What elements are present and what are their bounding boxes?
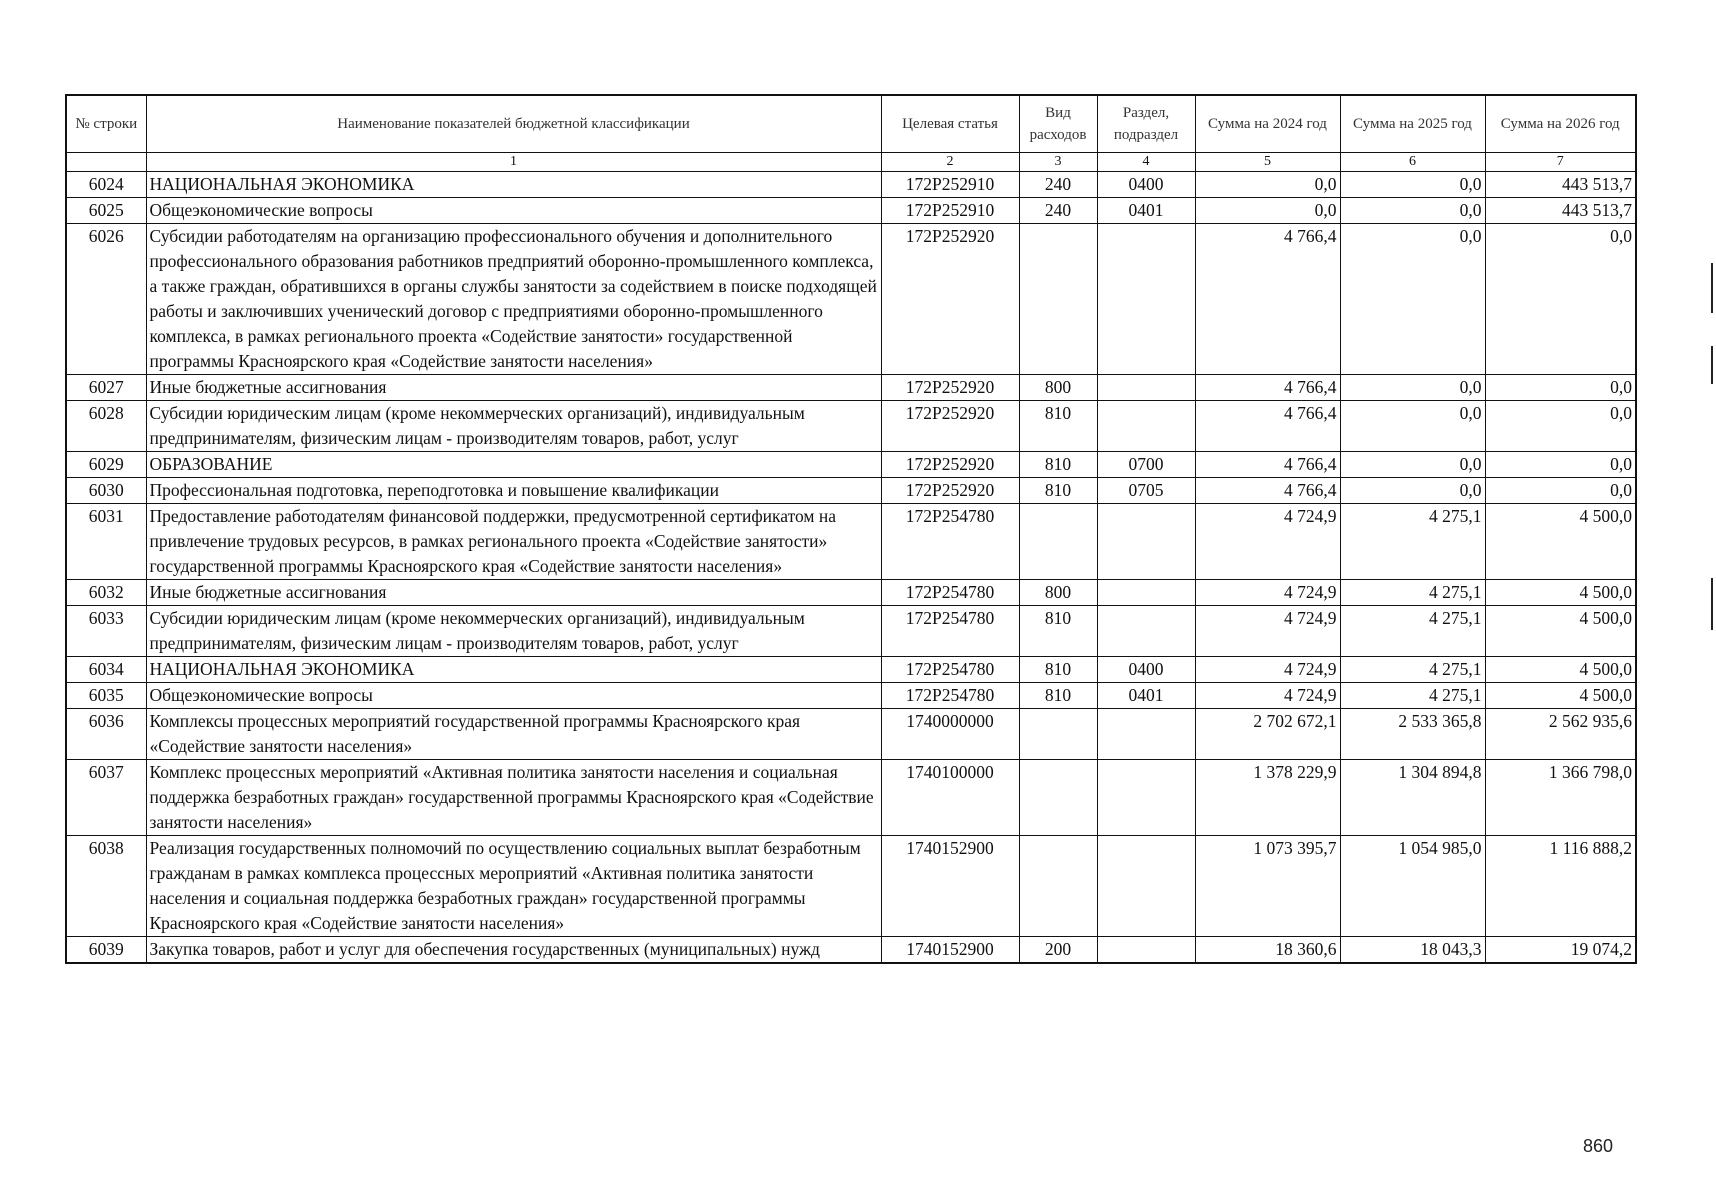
section-code-cell	[1097, 937, 1195, 964]
section-code-cell: 0700	[1097, 452, 1195, 478]
sum-2026-cell: 443 513,7	[1485, 198, 1636, 224]
target-code-cell: 172P252910	[881, 172, 1019, 198]
table-row	[66, 606, 1636, 657]
column-number	[66, 153, 146, 172]
row-number-cell: 6036	[66, 709, 146, 760]
sum-2026-cell: 0,0	[1485, 224, 1636, 375]
expense-kind-cell: 810	[1019, 401, 1097, 452]
budget-table	[65, 94, 1637, 964]
table-row	[66, 683, 1636, 709]
sum-2026-cell: 4 500,0	[1485, 606, 1636, 657]
expense-kind-cell: 810	[1019, 606, 1097, 657]
row-name-cell: Субсидии юридическим лицам (кроме некоммерческих организаций), индивидуальным предпринимателям, физическим лицам - производителям товаров, работ, услуг	[146, 606, 881, 657]
header-row-no: № строки	[66, 95, 146, 153]
sum-2026-cell: 0,0	[1485, 401, 1636, 452]
row-number-cell: 6032	[66, 580, 146, 606]
row-number-cell: 6030	[66, 478, 146, 504]
row-name-cell: Комплексы процессных мероприятий государственной программы Красноярского края «Содействие занятости населения»	[146, 709, 881, 760]
section-code-cell	[1097, 504, 1195, 580]
expense-kind-cell: 800	[1019, 580, 1097, 606]
table-row	[66, 375, 1636, 401]
target-code-cell: 172P252920	[881, 375, 1019, 401]
section-code-cell: 0401	[1097, 683, 1195, 709]
sum-2024-cell: 4 766,4	[1195, 401, 1340, 452]
sum-2025-cell: 18 043,3	[1340, 937, 1485, 964]
table-row	[66, 709, 1636, 760]
row-number-cell: 6025	[66, 198, 146, 224]
header-target: Целевая статья	[881, 95, 1019, 153]
sum-2025-cell: 2 533 365,8	[1340, 709, 1485, 760]
sum-2025-cell: 0,0	[1340, 401, 1485, 452]
section-code-cell: 0705	[1097, 478, 1195, 504]
section-code-cell: 0400	[1097, 657, 1195, 683]
target-code-cell: 172P252920	[881, 401, 1019, 452]
section-code-cell: 0401	[1097, 198, 1195, 224]
row-name-cell: Общеэкономические вопросы	[146, 198, 881, 224]
row-number-cell: 6037	[66, 760, 146, 836]
sum-2025-cell: 0,0	[1340, 224, 1485, 375]
table-body	[66, 153, 1636, 964]
section-code-cell	[1097, 580, 1195, 606]
row-name-cell: Общеэкономические вопросы	[146, 683, 881, 709]
target-code-cell: 172P252910	[881, 198, 1019, 224]
target-code-cell: 172P252920	[881, 224, 1019, 375]
section-code-cell	[1097, 709, 1195, 760]
target-code-cell: 172P252920	[881, 478, 1019, 504]
row-name-cell: Иные бюджетные ассигнования	[146, 375, 881, 401]
expense-kind-cell	[1019, 709, 1097, 760]
target-code-cell: 172P252920	[881, 452, 1019, 478]
row-number-cell: 6027	[66, 375, 146, 401]
header-kind: Вид расходов	[1019, 95, 1097, 153]
sum-2024-cell: 2 702 672,1	[1195, 709, 1340, 760]
sum-2024-cell: 4 724,9	[1195, 580, 1340, 606]
target-code-cell: 1740152900	[881, 836, 1019, 937]
sum-2025-cell: 4 275,1	[1340, 606, 1485, 657]
sum-2026-cell: 4 500,0	[1485, 683, 1636, 709]
column-number-row	[66, 153, 1636, 172]
sum-2026-cell: 0,0	[1485, 375, 1636, 401]
sum-2026-cell: 1 366 798,0	[1485, 760, 1636, 836]
sum-2024-cell: 4 724,9	[1195, 683, 1340, 709]
sum-2025-cell: 1 054 985,0	[1340, 836, 1485, 937]
sum-2025-cell: 0,0	[1340, 172, 1485, 198]
target-code-cell: 1740000000	[881, 709, 1019, 760]
column-number: 3	[1019, 153, 1097, 172]
column-number: 2	[881, 153, 1019, 172]
section-code-cell	[1097, 224, 1195, 375]
row-name-cell: Субсидии работодателям на организацию профессионального обучения и дополнительного профессионального образования работников предприятий оборонно-промышленного комплекса, а также граждан, обратившихся в органы службы занятости за содействием в поиске подходящей работы и заключивших ученический договор с предприятиями оборонно-промышленного комплекса, в рамках регионального проекта «Содействие занятости» государственной программы Красноярского края «Содействие занятости населения»	[146, 224, 881, 375]
table-row	[66, 452, 1636, 478]
table-row	[66, 224, 1636, 375]
section-code-cell	[1097, 606, 1195, 657]
row-name-cell: НАЦИОНАЛЬНАЯ ЭКОНОМИКА	[146, 657, 881, 683]
row-number-cell: 6039	[66, 937, 146, 964]
target-code-cell: 172P254780	[881, 580, 1019, 606]
sum-2024-cell: 4 724,9	[1195, 606, 1340, 657]
sum-2025-cell: 1 304 894,8	[1340, 760, 1485, 836]
row-name-cell: ОБРАЗОВАНИЕ	[146, 452, 881, 478]
sum-2024-cell: 4 724,9	[1195, 657, 1340, 683]
target-code-cell: 172P254780	[881, 504, 1019, 580]
expense-kind-cell	[1019, 504, 1097, 580]
column-number: 5	[1195, 153, 1340, 172]
row-name-cell: НАЦИОНАЛЬНАЯ ЭКОНОМИКА	[146, 172, 881, 198]
sum-2026-cell: 19 074,2	[1485, 937, 1636, 964]
sum-2025-cell: 0,0	[1340, 478, 1485, 504]
target-code-cell: 172P254780	[881, 606, 1019, 657]
expense-kind-cell: 810	[1019, 683, 1097, 709]
table-row	[66, 172, 1636, 198]
sum-2024-cell: 4 766,4	[1195, 375, 1340, 401]
margin-mark	[1711, 263, 1713, 313]
target-code-cell: 172P254780	[881, 657, 1019, 683]
column-number: 6	[1340, 153, 1485, 172]
sum-2025-cell: 4 275,1	[1340, 580, 1485, 606]
sum-2025-cell: 4 275,1	[1340, 683, 1485, 709]
sum-2024-cell: 1 073 395,7	[1195, 836, 1340, 937]
header-name: Наименование показателей бюджетной классификации	[146, 95, 881, 153]
page-number: 860	[1583, 1136, 1614, 1156]
sum-2025-cell: 0,0	[1340, 198, 1485, 224]
row-number-cell: 6028	[66, 401, 146, 452]
column-number: 7	[1485, 153, 1636, 172]
sum-2024-cell: 4 766,4	[1195, 478, 1340, 504]
sum-2026-cell: 0,0	[1485, 478, 1636, 504]
table-row	[66, 504, 1636, 580]
row-name-cell: Предоставление работодателям финансовой поддержки, предусмотренной сертификатом на привлечение трудовых ресурсов, в рамках регионального проекта «Содействие занятости» государственной программы Красноярского края «Содействие занятости населения»	[146, 504, 881, 580]
row-name-cell: Комплекс процессных мероприятий «Активная политика занятости населения и социальная поддержка безработных граждан» государственной программы Красноярского края «Содействие занятости населения»	[146, 760, 881, 836]
sum-2024-cell: 4 766,4	[1195, 224, 1340, 375]
row-number-cell: 6034	[66, 657, 146, 683]
sum-2025-cell: 4 275,1	[1340, 504, 1485, 580]
margin-mark	[1711, 578, 1713, 630]
target-code-cell: 172P254780	[881, 683, 1019, 709]
sum-2026-cell: 4 500,0	[1485, 504, 1636, 580]
margin-mark	[1711, 346, 1713, 384]
header-row	[66, 95, 1636, 153]
expense-kind-cell: 800	[1019, 375, 1097, 401]
column-number: 4	[1097, 153, 1195, 172]
sum-2025-cell: 0,0	[1340, 375, 1485, 401]
column-number: 1	[146, 153, 881, 172]
section-code-cell	[1097, 836, 1195, 937]
table-row	[66, 657, 1636, 683]
sum-2024-cell: 4 766,4	[1195, 452, 1340, 478]
row-number-cell: 6029	[66, 452, 146, 478]
sum-2024-cell: 0,0	[1195, 198, 1340, 224]
section-code-cell	[1097, 760, 1195, 836]
sum-2024-cell: 1 378 229,9	[1195, 760, 1340, 836]
section-code-cell: 0400	[1097, 172, 1195, 198]
expense-kind-cell	[1019, 836, 1097, 937]
row-name-cell: Закупка товаров, работ и услуг для обеспечения государственных (муниципальных) нужд	[146, 937, 881, 964]
sum-2026-cell: 443 513,7	[1485, 172, 1636, 198]
section-code-cell	[1097, 401, 1195, 452]
sum-2025-cell: 0,0	[1340, 452, 1485, 478]
row-number-cell: 6038	[66, 836, 146, 937]
target-code-cell: 1740152900	[881, 937, 1019, 964]
row-number-cell: 6033	[66, 606, 146, 657]
sum-2024-cell: 18 360,6	[1195, 937, 1340, 964]
header-sum-2025: Сумма на 2025 год	[1340, 95, 1485, 153]
expense-kind-cell	[1019, 760, 1097, 836]
row-number-cell: 6035	[66, 683, 146, 709]
table-row	[66, 760, 1636, 836]
target-code-cell: 1740100000	[881, 760, 1019, 836]
row-number-cell: 6026	[66, 224, 146, 375]
expense-kind-cell: 810	[1019, 478, 1097, 504]
row-number-cell: 6024	[66, 172, 146, 198]
sum-2024-cell: 4 724,9	[1195, 504, 1340, 580]
table-row	[66, 401, 1636, 452]
header-sum-2026: Сумма на 2026 год	[1485, 95, 1636, 153]
header-sum-2024: Сумма на 2024 год	[1195, 95, 1340, 153]
expense-kind-cell	[1019, 224, 1097, 375]
expense-kind-cell: 240	[1019, 172, 1097, 198]
table-row	[66, 580, 1636, 606]
table-row	[66, 937, 1636, 964]
header-section: Раздел, подраздел	[1097, 95, 1195, 153]
sum-2025-cell: 4 275,1	[1340, 657, 1485, 683]
table-row	[66, 478, 1636, 504]
row-name-cell: Субсидии юридическим лицам (кроме некоммерческих организаций), индивидуальным предпринимателям, физическим лицам - производителям товаров, работ, услуг	[146, 401, 881, 452]
expense-kind-cell: 200	[1019, 937, 1097, 964]
sum-2026-cell: 0,0	[1485, 452, 1636, 478]
row-name-cell: Реализация государственных полномочий по осуществлению социальных выплат безработным гражданам в рамках комплекса процессных мероприятий «Активная политика занятости населения и социальная поддержка безработных граждан» государственной программы Красноярского края «Содействие занятости населения»	[146, 836, 881, 937]
expense-kind-cell: 240	[1019, 198, 1097, 224]
table-row	[66, 836, 1636, 937]
sum-2026-cell: 4 500,0	[1485, 657, 1636, 683]
expense-kind-cell: 810	[1019, 452, 1097, 478]
row-name-cell: Иные бюджетные ассигнования	[146, 580, 881, 606]
expense-kind-cell: 810	[1019, 657, 1097, 683]
sum-2024-cell: 0,0	[1195, 172, 1340, 198]
sum-2026-cell: 1 116 888,2	[1485, 836, 1636, 937]
table-row	[66, 198, 1636, 224]
row-name-cell: Профессиональная подготовка, переподготовка и повышение квалификации	[146, 478, 881, 504]
section-code-cell	[1097, 375, 1195, 401]
sum-2026-cell: 4 500,0	[1485, 580, 1636, 606]
sum-2026-cell: 2 562 935,6	[1485, 709, 1636, 760]
row-number-cell: 6031	[66, 504, 146, 580]
